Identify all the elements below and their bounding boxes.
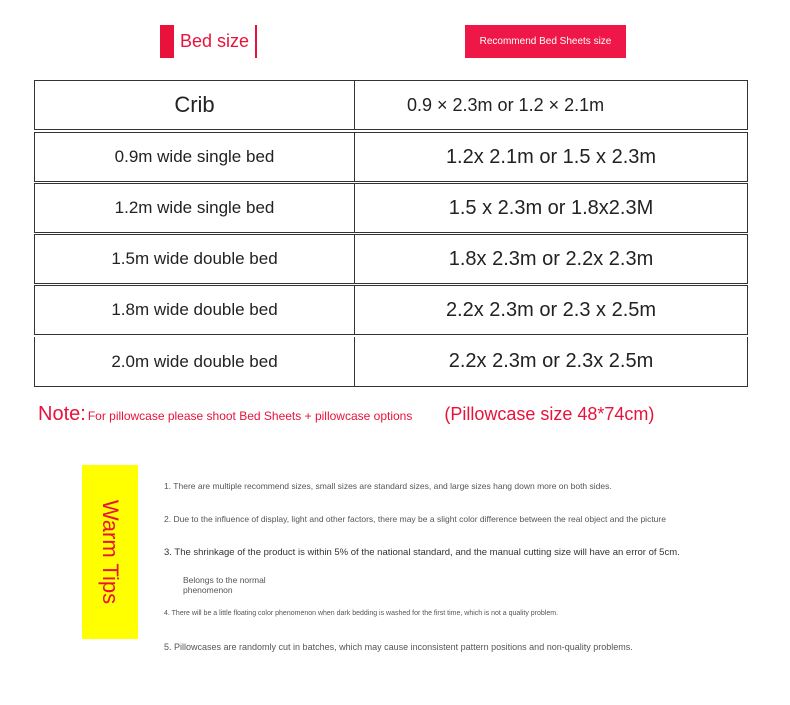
sheet-size-cell: 1.8x 2.3m or 2.2x 2.3m <box>448 247 654 270</box>
sheet-size-cell: 2.2x 2.3m or 2.3x 2.5m <box>448 350 654 372</box>
sheet-size-cell: 2.2x 2.3m or 2.3 x 2.5m <box>445 298 657 321</box>
warm-tips-banner <box>82 465 138 639</box>
table-row <box>34 183 748 233</box>
bed-size-cell: 1.8m wide double bed <box>35 286 355 334</box>
bed-size-cell: 2.0m wide double bed <box>35 337 355 386</box>
tip-3-sub: Belongs to the normal phenomenon <box>183 575 266 595</box>
warm-tips-title: Warm Tips <box>98 499 123 605</box>
bed-size-cell: 0.9m wide single bed <box>35 133 355 181</box>
bed-size-header <box>160 25 257 58</box>
tip-1: 1. There are multiple recommend sizes, small sizes are standard sizes, and large sizes hang down more on both sides. <box>164 481 612 491</box>
bed-size-cell: 1.5m wide double bed <box>35 235 355 283</box>
tip-2: 2. Due to the influence of display, light and other factors, there may be a slight color difference between the real object and the picture <box>164 514 666 524</box>
table-row <box>34 234 748 284</box>
tip-5: 5. Pillowcases are randomly cut in batches, which may cause inconsistent pattern positions and non-quality problems. <box>164 642 633 652</box>
table-row <box>34 337 748 387</box>
bed-size-cell: Crib <box>35 81 355 129</box>
note-label: Note: <box>38 403 86 425</box>
sheet-size-cell: 0.9 × 2.3m or 1.2 × 2.1m <box>407 94 605 115</box>
table-row <box>34 132 748 182</box>
pillowcase-note <box>38 403 654 426</box>
bed-size-cell: 1.2m wide single bed <box>35 184 355 232</box>
header-accent-bar <box>160 25 174 58</box>
bed-size-label: Bed size <box>180 31 250 51</box>
pillowcase-size: (Pillowcase size 48*74cm) <box>444 404 655 424</box>
recommend-sheets-header: Recommend Bed Sheets size <box>465 25 626 58</box>
sheet-size-cell: 1.5 x 2.3m or 1.8x2.3M <box>448 196 654 219</box>
table-row <box>34 285 748 335</box>
note-text: For pillowcase please shoot Bed Sheets + pillowcase options <box>87 409 413 423</box>
sheet-size-cell: 1.2x 2.1m or 1.5 x 2.3m <box>445 145 657 168</box>
table-row <box>34 80 748 130</box>
tip-3: 3. The shrinkage of the product is within 5% of the national standard, and the manual cutting size will have an error of 5cm. <box>164 547 680 558</box>
header-divider <box>255 25 257 58</box>
tip-4: 4. There will be a little floating color phenomenon when dark bedding is washed for the first time, which is not a quality problem. <box>164 610 559 617</box>
